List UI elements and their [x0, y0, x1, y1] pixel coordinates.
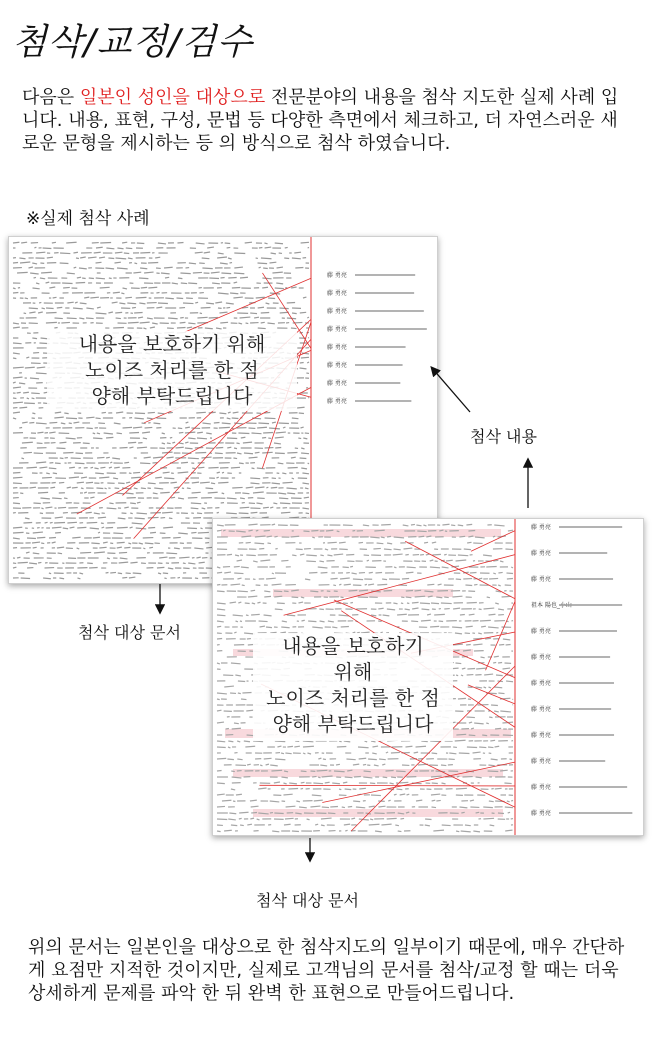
comment-author: 藤 勇亮 — [327, 398, 347, 405]
comment-author: 藤 勇亮 — [327, 272, 347, 279]
comment-author: 藤 勇亮 — [531, 628, 551, 635]
closing-paragraph: 위의 문서는 일본인을 대상으로 한 첨삭지도의 일부이기 때문에, 매우 간단하게 요점만 지적한 것이지만, 실제로 고객님의 문서를 첨삭/교정 할 때는 더욱 상세하게 문제를 파악 한 뒤 완벽 한 표현으로 만들어드립니다. — [28, 937, 625, 1004]
intro-before: 다음은 — [22, 87, 80, 108]
comment-author: 藤 勇亮 — [327, 290, 347, 297]
case-caption: ※실제 첨삭 사례 — [26, 209, 150, 229]
intro-highlight: 일본인 성인을 대상으로 — [79, 87, 266, 108]
comment-author: 藤 勇亮 — [531, 784, 551, 791]
comment-author: 藤 勇亮 — [531, 680, 551, 687]
intro-after: 전문분야의 내용을 첨삭 지도한 실제 사례 입니다. 내용, 표현, 구성, 문법 등 다양한 측면에서 체크하고, 더 자연스러운 새로운 문형을 제시하는 등 의 방식으로 첨삭 하였습니다. — [22, 87, 619, 154]
privacy-notice-2 — [253, 633, 453, 741]
notice-line: 노이즈 처리를 한 점 — [85, 358, 259, 382]
label-target-doc-2: 첨삭 대상 문서 — [256, 891, 359, 910]
notice-line: 위해 — [333, 660, 373, 684]
comment-author: 藤 勇亮 — [327, 344, 347, 351]
intro-paragraph — [22, 86, 622, 155]
comment-author: 藤 勇亮 — [327, 362, 347, 369]
comment-author: 藤 勇亮 — [531, 524, 551, 531]
privacy-notice-1 — [47, 331, 297, 411]
comment-author: 藤 勇亮 — [327, 380, 347, 387]
sample-document-2 — [212, 518, 644, 836]
comment-author: 祖本 陽也_小山 — [531, 602, 572, 609]
comment-author: 藤 勇亮 — [531, 810, 551, 817]
comment-author: 藤 勇亮 — [531, 706, 551, 713]
notice-line: 노이즈 처리를 한 점 — [266, 686, 440, 710]
comment-author: 藤 勇亮 — [531, 550, 551, 557]
notice-line: 양해 부탁드립니다 — [91, 384, 253, 408]
notice-line: 내용을 보호하기 위해 — [78, 332, 266, 356]
notice-line: 내용을 보호하기 — [282, 634, 424, 658]
label-correction-content: 첨삭 내용 — [470, 427, 537, 446]
page-title: 첨삭/교정/검수 — [12, 22, 253, 63]
comment-author: 藤 勇亮 — [531, 732, 551, 739]
notice-line: 양해 부탁드립니다 — [272, 712, 434, 736]
label-target-doc-1: 첨삭 대상 문서 — [78, 623, 181, 642]
comment-author: 藤 勇亮 — [531, 758, 551, 765]
comment-author: 藤 勇亮 — [327, 326, 347, 333]
comment-author: 藤 勇亮 — [327, 308, 347, 315]
comment-author: 藤 勇亮 — [531, 654, 551, 661]
comment-author: 藤 勇亮 — [531, 576, 551, 583]
